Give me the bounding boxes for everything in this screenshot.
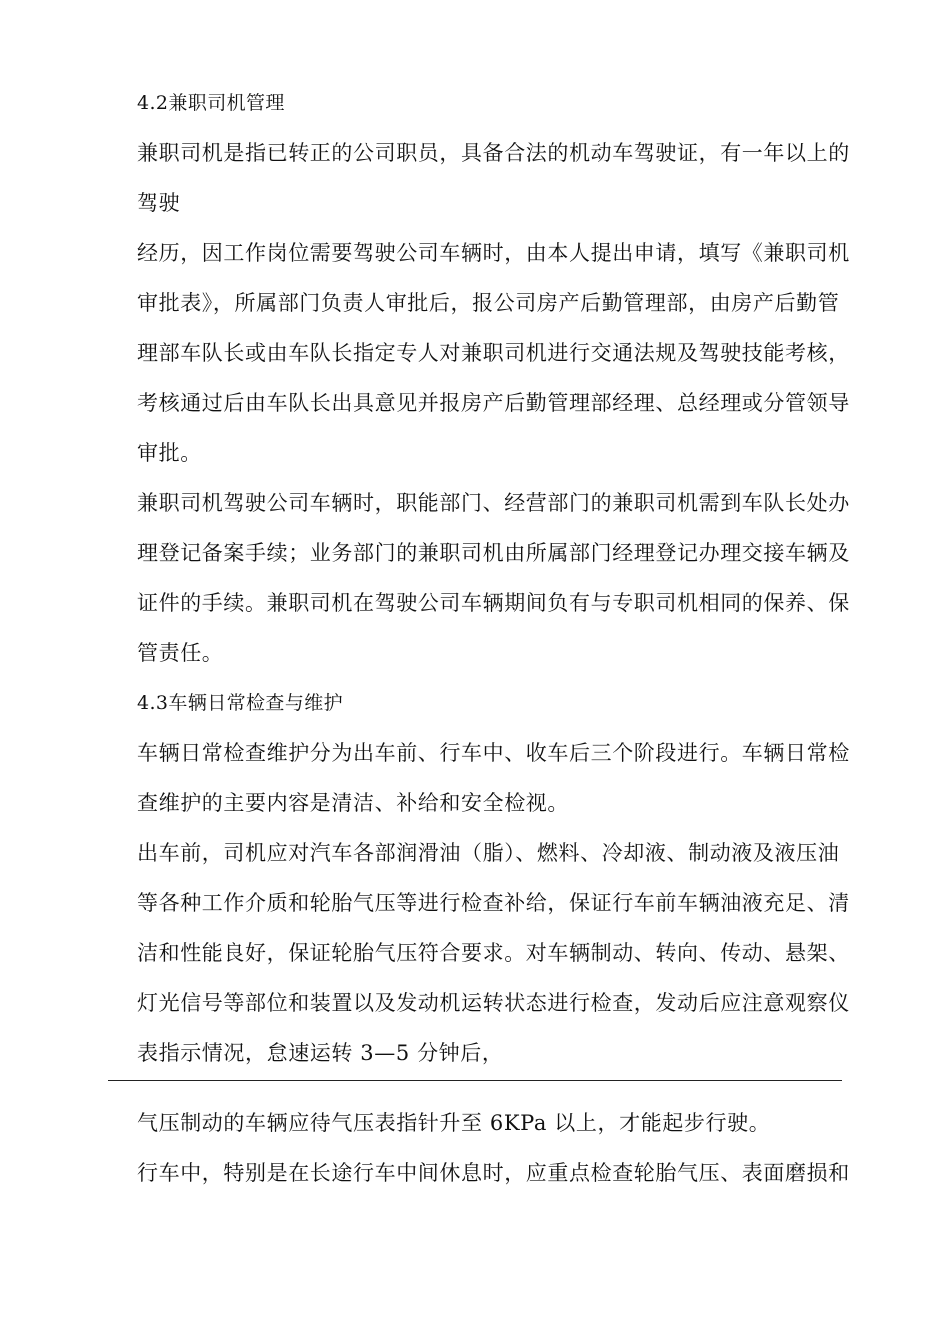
paragraph-line: 灯光信号等部位和装置以及发动机运转状态进行检查，发动后应注意观察仪 bbox=[137, 991, 850, 1015]
section-heading: 4.2兼职司机管理 bbox=[137, 92, 285, 114]
paragraph-line: 出车前，司机应对汽车各部润滑油（脂）、燃料、冷却液、制动液及液压油 bbox=[137, 841, 840, 865]
paragraph-line: 气压制动的车辆应待气压表指针升至 6KPa 以上，才能起步行驶。 bbox=[137, 1111, 771, 1135]
page-divider bbox=[108, 1080, 842, 1081]
paragraph-line: 查维护的主要内容是清洁、补给和安全检视。 bbox=[137, 791, 569, 815]
paragraph-line: 行车中，特别是在长途行车中间休息时，应重点检查轮胎气压、表面磨损和 bbox=[137, 1161, 850, 1185]
paragraph-line: 管责任。 bbox=[137, 641, 224, 665]
paragraph-line: 驾驶 bbox=[137, 191, 181, 215]
paragraph-line: 表指示情况，怠速运转 3—5 分钟后， bbox=[137, 1041, 504, 1065]
paragraph-line: 兼职司机是指已转正的公司职员，具备合法的机动车驾驶证，有一年以上的 bbox=[137, 141, 850, 165]
paragraph-line: 证件的手续。兼职司机在驾驶公司车辆期间负有与专职司机相同的保养、保 bbox=[137, 591, 850, 615]
paragraph-line: 理登记备案手续；业务部门的兼职司机由所属部门经理登记办理交接车辆及 bbox=[137, 541, 850, 565]
paragraph-line: 兼职司机驾驶公司车辆时，职能部门、经营部门的兼职司机需到车队长处办 bbox=[137, 491, 850, 515]
paragraph-line: 考核通过后由车队长出具意见并报房产后勤管理部经理、总经理或分管领导 bbox=[137, 391, 850, 415]
paragraph-line: 等各种工作介质和轮胎气压等进行检查补给，保证行车前车辆油液充足、清 bbox=[137, 891, 850, 915]
paragraph-line: 洁和性能良好，保证轮胎气压符合要求。对车辆制动、转向、传动、悬架、 bbox=[137, 941, 850, 965]
paragraph-line: 审批。 bbox=[137, 441, 202, 465]
paragraph-line: 审批表》，所属部门负责人审批后，报公司房产后勤管理部，由房产后勤管 bbox=[137, 291, 840, 315]
paragraph-line: 车辆日常检查维护分为出车前、行车中、收车后三个阶段进行。车辆日常检 bbox=[137, 741, 850, 765]
paragraph-line: 理部车队长或由车队长指定专人对兼职司机进行交通法规及驾驶技能考核， bbox=[137, 341, 850, 365]
section-heading: 4.3车辆日常检查与维护 bbox=[137, 692, 344, 714]
paragraph-line: 经历，因工作岗位需要驾驶公司车辆时，由本人提出申请，填写《兼职司机 bbox=[137, 241, 850, 265]
